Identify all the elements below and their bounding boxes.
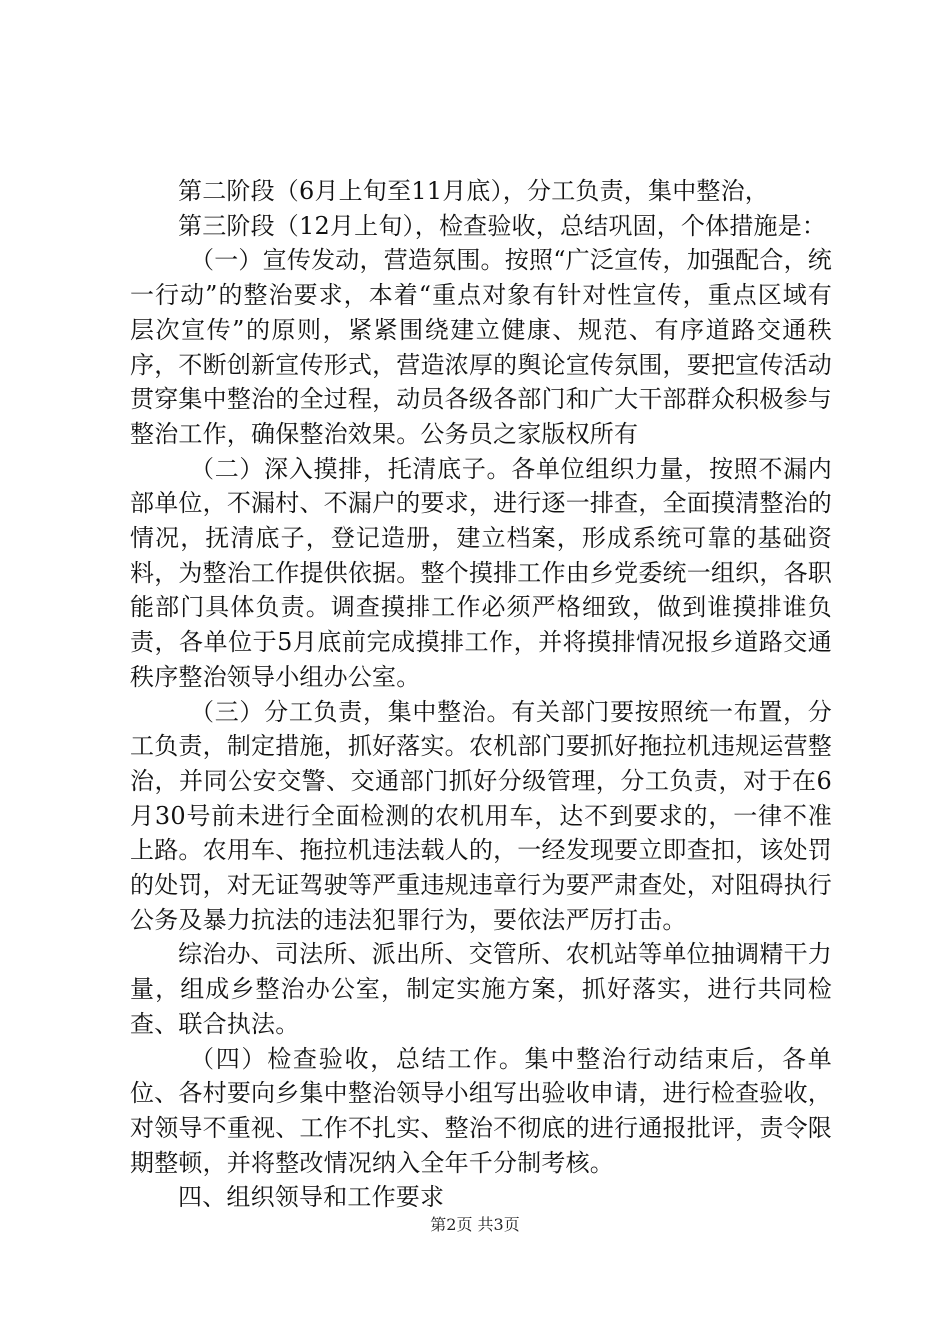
paragraph-stage-three: 第三阶段（12月上旬），检查验收，总结巩固，个体措施是： xyxy=(178,211,827,240)
paragraph-publicity: （一）宣传发动，营造氛围。按照“广泛宣传，加强配合，统一行动”的整治要求，本着“重点对象有针对性宣传，重点区域有层次宣传”的原则，紧紧围绕建立健康、规范、有序道路交通秩序，不断创新宣传形式，营造浓厚的舆论宣传氛围，要把宣传活动贯穿集中整治的全过程，动员各级各部门和广大干部群众积极参与整治工作，确保整治效果。公务员之家版权所有 xyxy=(130,246,832,448)
page-number-footer: 第2页 共3页 xyxy=(430,1215,520,1234)
paragraph-rectification: （三）分工负责，集中整治。有关部门要按照统一布置，分工负责，制定措施，抓好落实。农机部门要抓好拖拉机违规运营整治，并同公安交警、交通部门抓好分级管理，分工负责，对于在6月30号前未进行全面检测的农机用车，达不到要求的，一律不准上路。农用车、拖拉机违法载人的，一经发现要立即查扣，该处罚的处罚，对无证驾驶等严重违规违章行为要严肃查处，对阻碍执行公务及暴力抗法的违法犯罪行为，要依法严厉打击。 xyxy=(130,697,832,934)
paragraph-stage-two: 第二阶段（6月上旬至11月底），分工负责，集中整治， xyxy=(178,177,770,205)
paragraph-inspection: （四）检查验收，总结工作。集中整治行动结束后，各单位、各村要向乡集中整治领导小组写出验收申请，进行检查验收，对领导不重视、工作不扎实、整治不彻底的进行通报批评，责令限期整顿，并将整改情况纳入全年千分制考核。 xyxy=(130,1044,832,1177)
paragraph-investigation: （二）深入摸排，托清底子。各单位组织力量，按照不漏内部单位，不漏村、不漏户的要求，进行逐一排查，全面摸清整治的情况，抚清底子，登记造册，建立档案，形成系统可靠的基础资料，为整治工作提供依据。整个摸排工作由乡党委统一组织，各职能部门具体负责。调查摸排工作必须严格细致，做到谁摸排谁负责，各单位于5月底前完成摸排工作，并将摸排情况报乡道路交通秩序整治领导小组办公室。 xyxy=(130,454,832,691)
document-body xyxy=(130,174,832,1215)
paragraph-joint-office: 综治办、司法所、派出所、交管所、农机站等单位抽调精干力量，组成乡整治办公室，制定实施方案，抓好落实，进行共同检查、联合执法。 xyxy=(130,940,832,1038)
section-heading: 四、组织领导和工作要求 xyxy=(178,1183,445,1212)
